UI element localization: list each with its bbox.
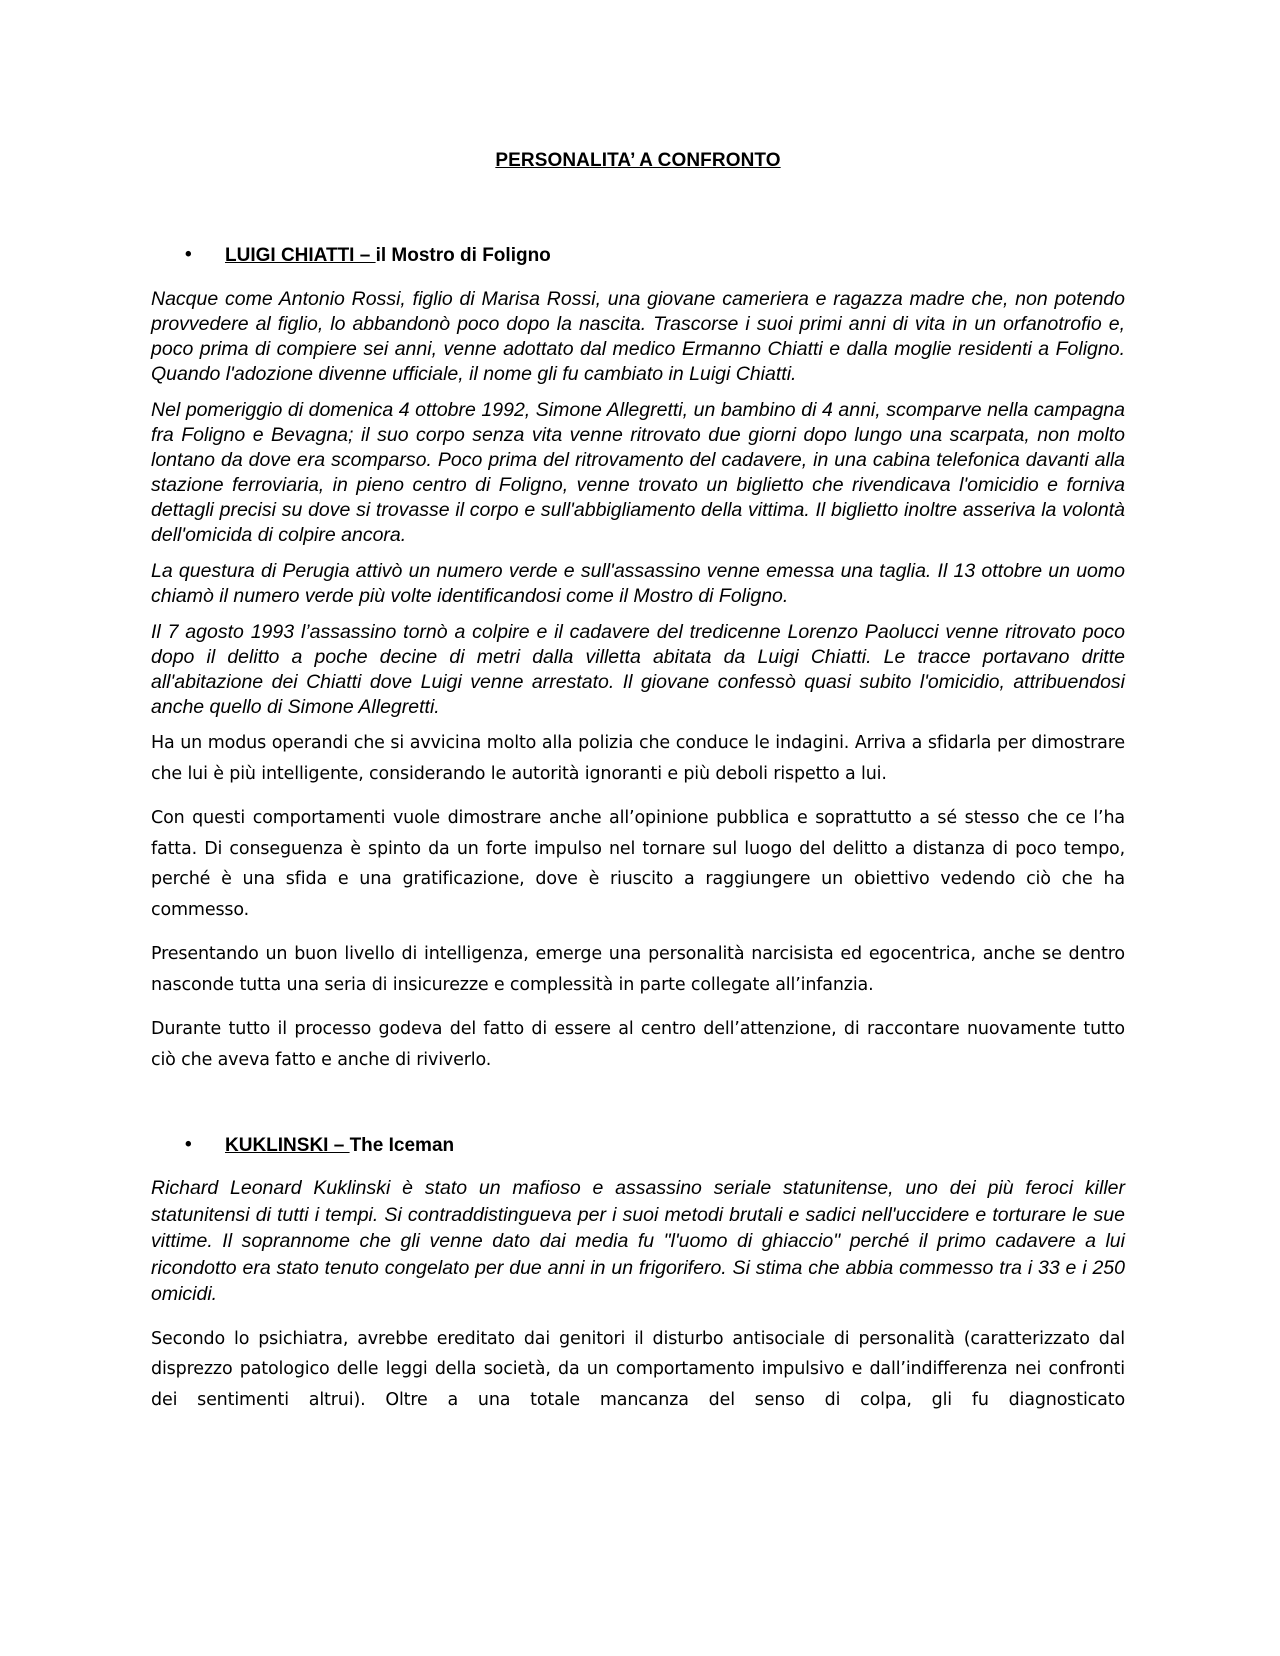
section-heading-kuklinski (151, 1135, 1125, 1161)
document-title: PERSONALITA’ A CONFRONTO (495, 150, 781, 171)
body-paragraph: Ha un modus operandi che si avvicina molto alla polizia che conduce le indagini. Arriva a sfidarla per dimostrare che lui è più intelligente, considerando le autorità ignoranti e più deboli rispetto a lui. (151, 733, 1125, 784)
italic-paragraph: Nel pomeriggio di domenica 4 ottobre 1992, Simone Allegretti, un bambino di 4 anni, scomparve nella campagna fra Foligno e Bevagna; il suo corpo senza vita venne ritrovato due giorni dopo lungo una scarpata, non molto lontano da dove era scomparso. Poco prima del ritrovamento del cadavere, in una cabina telefonica davanti alla stazione ferroviaria, in pieno centro di Foligno, venne trovato un biglietto che rivendicava l'omicidio e forniva dettagli precisi su dove si trovasse il corpo e sull'abbigliamento della vittima. Il biglietto inoltre asseriva la volontà dell'omicida di colpire ancora. (151, 399, 1125, 546)
italic-paragraph: Il 7 agosto 1993 l’assassino tornò a colpire e il cadavere del tredicenne Lorenzo Paolucci venne ritrovato poco dopo il delitto a poche decine di metri dalla villetta abitata da Luigi Chiatti. Le tracce portavano dritte all'abitazione dei Chiatti dove Luigi venne arrestato. Il giovane confessò quasi subito l'omicidio, attribuendosi anche quello di Simone Allegretti. (151, 621, 1125, 718)
italic-paragraph: La questura di Perugia attivò un numero verde e sull'assassino venne emessa una taglia. Il 13 ottobre un uomo chiamò il numero verde più volte identificandosi come il Mostro di Foligno. (151, 560, 1125, 607)
body-paragraph: Secondo lo psichiatra, avrebbe ereditato dai genitori il disturbo antisociale di personalità (caratterizzato dal disprezzo patologico delle leggi della società, da un comportamento impulsivo e dall’indifferenza nei confronti dei sentimenti altrui). Oltre a una totale mancanza del senso di colpa, gli fu diagnosticato (151, 1328, 1125, 1410)
section-heading-chiatti (151, 245, 1125, 271)
section-heading-main: KUKLINSKI – (225, 1135, 350, 1156)
section-heading-sub: il Mostro di Foligno (375, 245, 551, 266)
bullet-icon: • (185, 1134, 192, 1155)
body-paragraph: Presentando un buon livello di intelligenza, emerge una personalità narcisista ed egocentrica, anche se dentro nasconde tutta una seria di insicurezze e complessità in parte collegate all’infanzia. (151, 944, 1125, 995)
italic-paragraph: Richard Leonard Kuklinski è stato un mafioso e assassino seriale statunitense, uno dei più feroci killer statunitensi di tutti i tempi. Si contraddistingueva per i suoi metodi brutali e sadici nell'uccidere e torturare le sue vittime. Il soprannome che gli venne dato dai media fu "l'uomo di ghiaccio" perché il primo cadavere a lui ricondotto era stato tenuto congelato per due anni in un frigorifero. Si stima che abbia commesso tra i 33 e i 250 omicidi. (151, 1177, 1125, 1305)
body-paragraph: Con questi comportamenti vuole dimostrare anche all’opinione pubblica e soprattutto a sé stesso che ce l’ha fatta. Di conseguenza è spinto da un forte impulso nel tornare sul luogo del delitto a distanza di poco tempo, perché è una sfida e una gratificazione, dove è riuscito a raggiungere un obiettivo vedendo ciò che ha commesso. (151, 808, 1125, 920)
body-paragraph: Durante tutto il processo godeva del fatto di essere al centro dell’attenzione, di raccontare nuovamente tutto ciò che aveva fatto e anche di riviverlo. (151, 1019, 1125, 1070)
document-body (151, 150, 1125, 1415)
bullet-icon: • (185, 244, 192, 265)
section-heading-main: LUIGI CHIATTI – (225, 245, 376, 266)
section-heading-sub: The Iceman (349, 1135, 455, 1156)
italic-paragraph: Nacque come Antonio Rossi, figlio di Marisa Rossi, una giovane cameriera e ragazza madre che, non potendo provvedere al figlio, lo abbandonò poco dopo la nascita. Trascorse i suoi primi anni di vita in un orfanotrofio e, poco prima di compiere sei anni, venne adottato dal medico Ermanno Chiatti e dalla moglie residenti a Foligno. Quando l'adozione divenne ufficiale, il nome gli fu cambiato in Luigi Chiatti. (151, 288, 1125, 385)
